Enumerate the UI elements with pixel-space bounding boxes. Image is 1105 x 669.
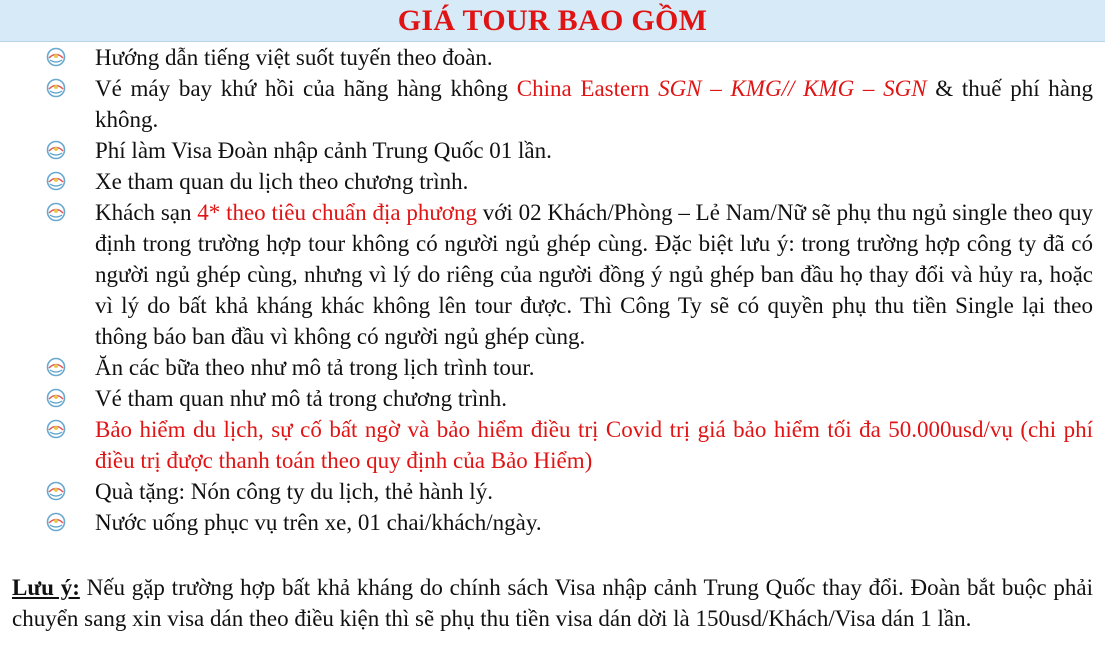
note-text: Nếu gặp trường hợp bất khả kháng do chính sách Visa nhập cảnh Trung Quốc thay đổi. Đoàn bắt buộc phải chuyển sang xin visa dán theo điều kiện thì sẽ phụ thu tiền visa dán dời là 150usd/Khách/Visa dán 1 lần. xyxy=(12,575,1093,631)
note-paragraph xyxy=(12,572,1093,634)
item-text: Vé máy bay khứ hồi của hãng hàng không xyxy=(95,76,517,101)
item-text: Phí làm Visa Đoàn nhập cảnh Trung Quốc 01 lần. xyxy=(95,138,552,163)
item-text-tail: & thuế phí hàng không. xyxy=(95,76,1094,132)
list-item xyxy=(0,476,1105,507)
list-item xyxy=(0,73,1105,135)
inclusion-list xyxy=(0,42,1105,538)
globe-bullet-icon xyxy=(46,512,66,532)
list-item xyxy=(0,166,1105,197)
list-item xyxy=(0,42,1105,73)
item-text: Vé tham quan như mô tả trong chương trình. xyxy=(95,386,508,411)
globe-bullet-icon xyxy=(46,78,66,98)
item-text: Khách sạn xyxy=(95,200,198,225)
item-text-tail: với 02 Khách/Phòng – Lẻ Nam/Nữ sẽ phụ thu ngủ single theo quy định trong trường hợp tour không có người ngủ ghép cùng. Đặc biệt lưu ý: trong trường hợp công ty đã có người ngủ ghép cùng, nhưng vì lý do riêng của người đồng ý ngủ ghép ban đầu họ thay đổi và hủy ra, hoặc vì lý do bất khả kháng khác không lên tour được. Thì Công Ty sẽ có quyền phụ thu tiền Single lại theo thông báo ban đầu vì không có người ngủ ghép cùng. xyxy=(95,200,1094,349)
airline-name: China Eastern xyxy=(516,76,659,101)
flight-route: SGN – KMG// KMG – SGN xyxy=(658,76,927,101)
list-item xyxy=(0,135,1105,166)
note-label: Lưu ý: xyxy=(12,575,80,600)
item-text: Hướng dẫn tiếng việt suốt tuyến theo đoàn. xyxy=(95,45,493,70)
globe-bullet-icon xyxy=(46,388,66,408)
hotel-standard: 4* theo tiêu chuẩn địa phương xyxy=(197,200,477,225)
list-item xyxy=(0,197,1105,352)
list-item xyxy=(0,414,1105,476)
page-title: GIÁ TOUR BAO GỒM xyxy=(397,4,708,37)
list-item xyxy=(0,383,1105,414)
globe-bullet-icon xyxy=(46,171,66,191)
item-text: Quà tặng: Nón công ty du lịch, thẻ hành lý. xyxy=(95,479,493,504)
globe-bullet-icon xyxy=(46,202,66,222)
globe-bullet-icon xyxy=(46,140,66,160)
globe-bullet-icon xyxy=(46,419,66,439)
list-item xyxy=(0,507,1105,538)
list-item xyxy=(0,352,1105,383)
globe-bullet-icon xyxy=(46,481,66,501)
item-text: Ăn các bữa theo như mô tả trong lịch trình tour. xyxy=(95,355,535,380)
title-band xyxy=(0,0,1105,42)
insurance-text: Bảo hiểm du lịch, sự cố bất ngờ và bảo hiểm điều trị Covid trị giá bảo hiểm tối đa 50.000usd/vụ (chi phí điều trị được thanh toán theo quy định của Bảo Hiểm) xyxy=(95,417,1093,473)
globe-bullet-icon xyxy=(46,357,66,377)
item-text: Nước uống phục vụ trên xe, 01 chai/khách/ngày. xyxy=(95,510,542,535)
item-text: Xe tham quan du lịch theo chương trình. xyxy=(95,169,469,194)
globe-bullet-icon xyxy=(46,47,66,67)
